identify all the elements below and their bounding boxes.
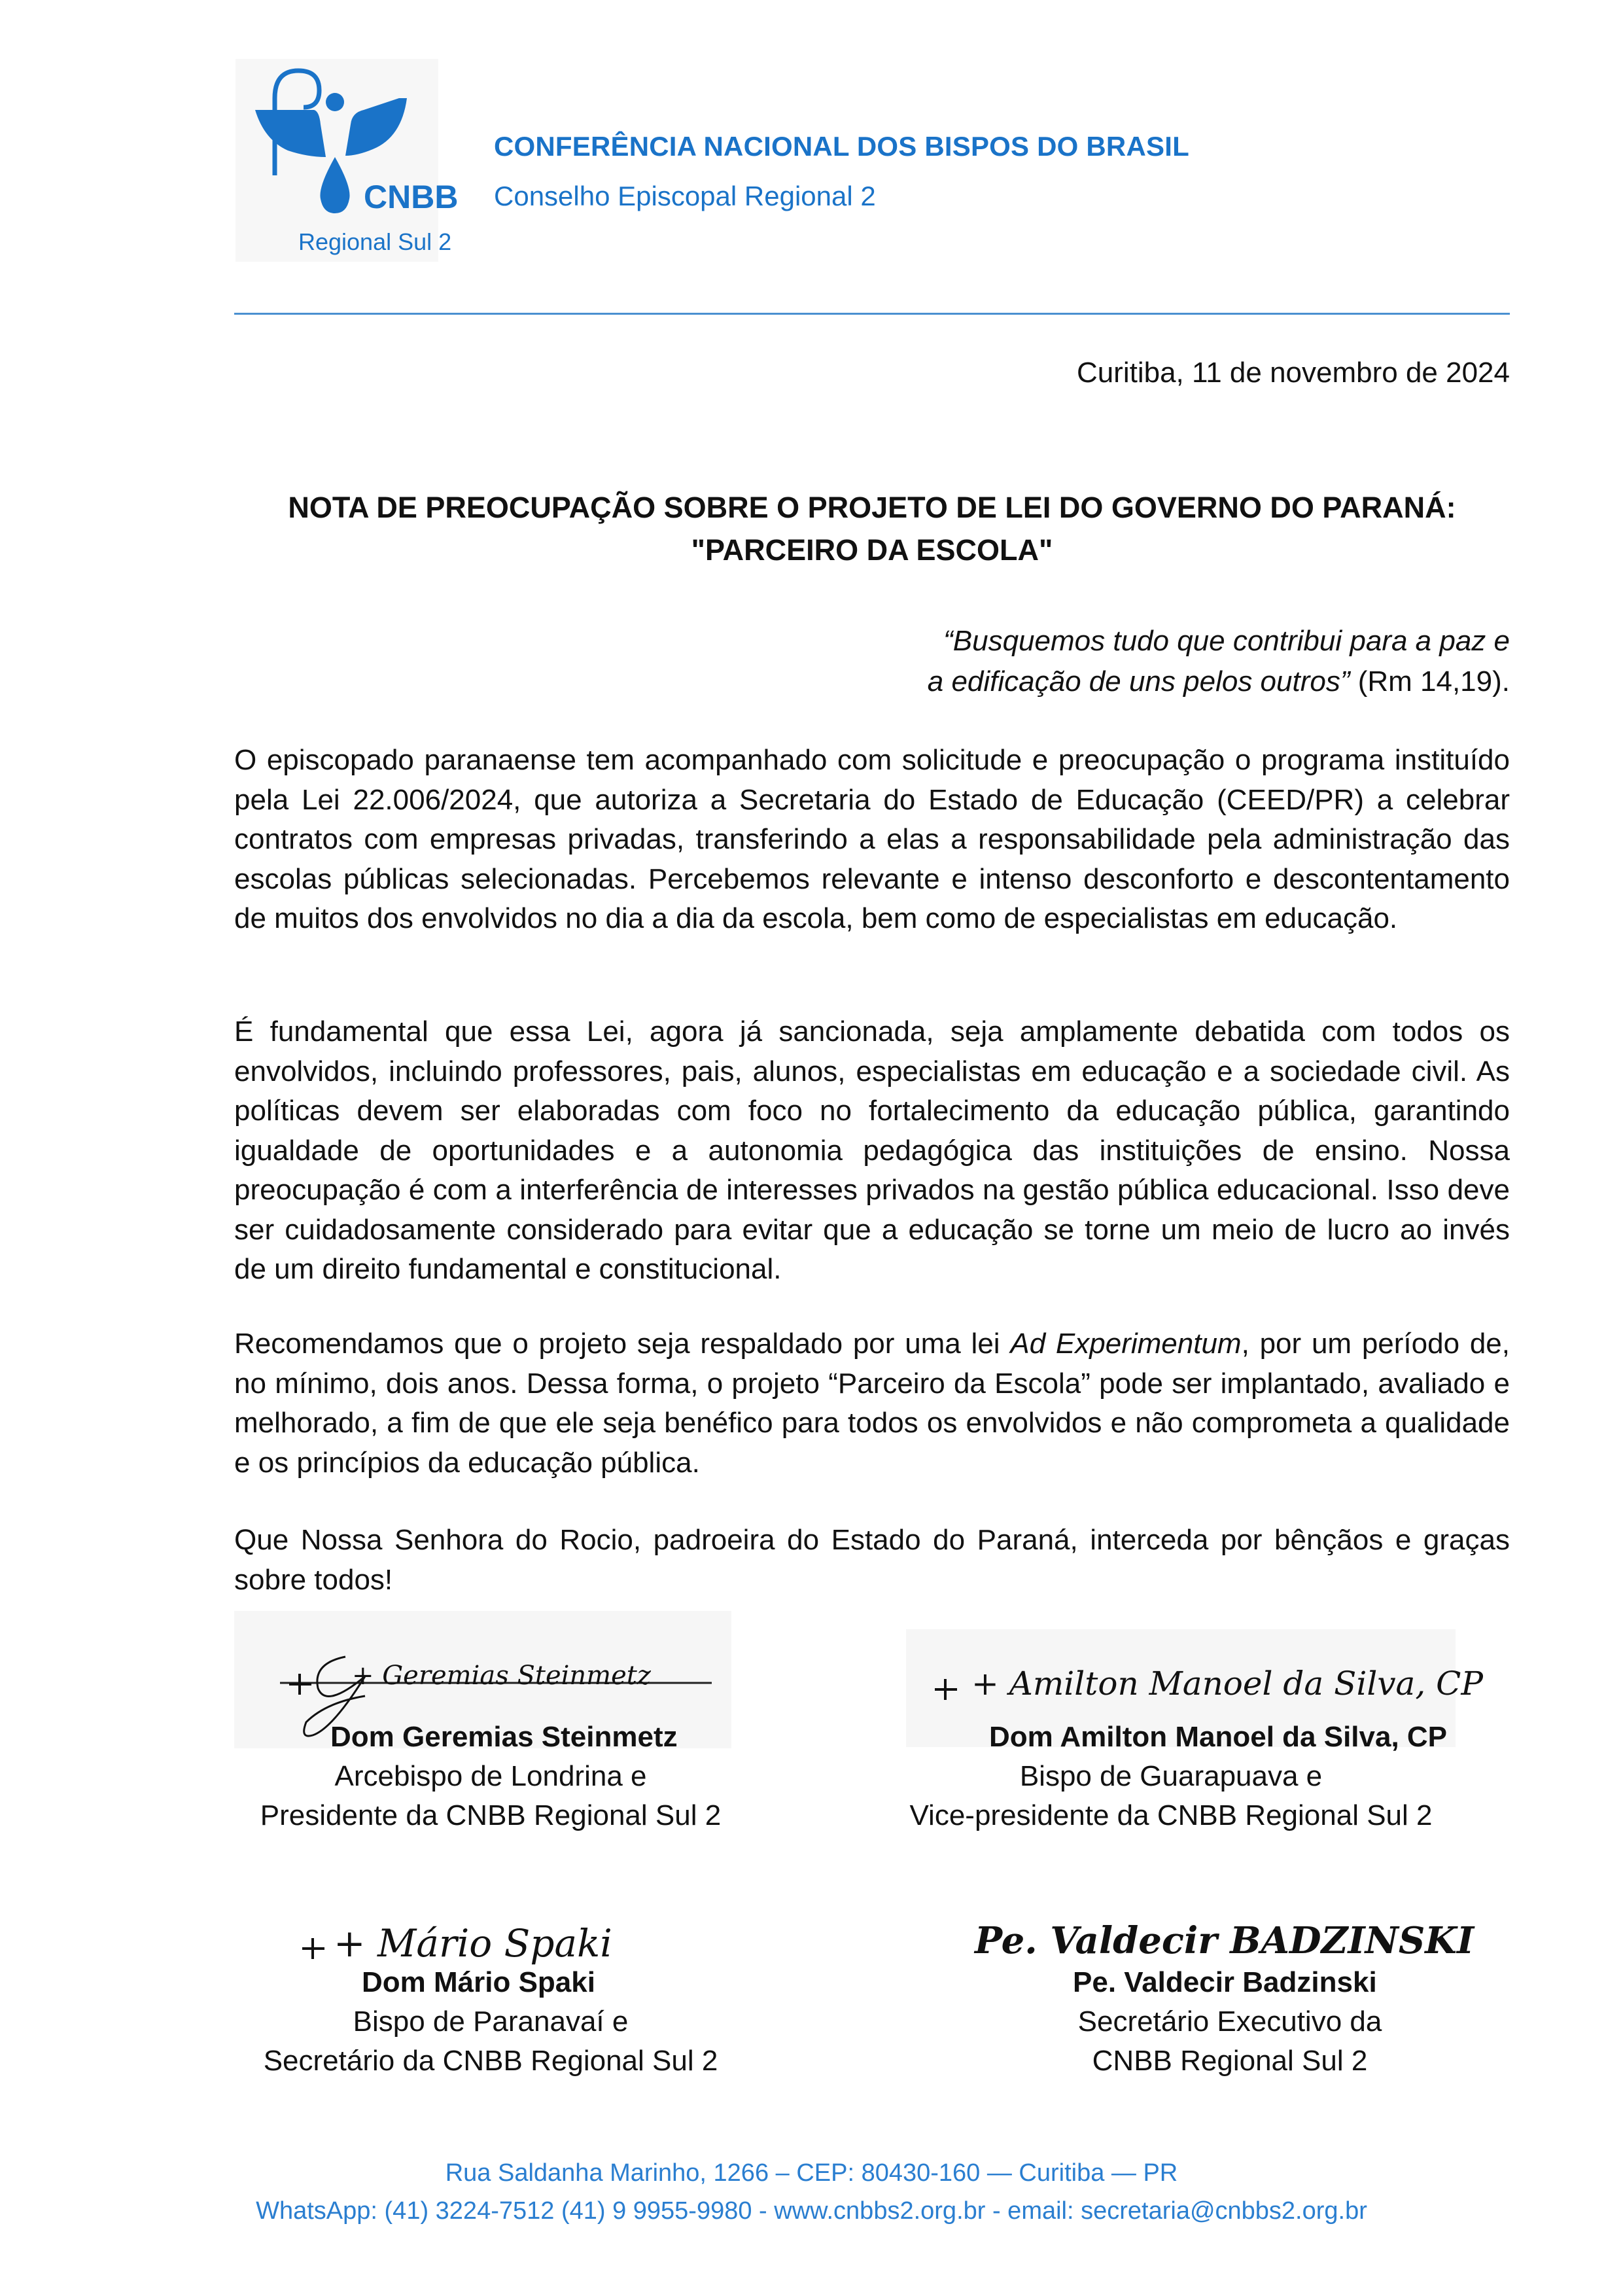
epigraph-quote: a edificação de uns pelos outros” bbox=[927, 665, 1350, 698]
handwriting-badzinski: Pe. Valdecir BADZINSKI bbox=[975, 1919, 1475, 1962]
signature-image-badzinski bbox=[968, 1901, 1475, 1973]
signer-role-4b: CNBB Regional Sul 2 bbox=[1092, 2045, 1368, 2077]
paragraph-3 bbox=[234, 1324, 1510, 1483]
logo-region-text: Regional Sul 2 bbox=[298, 228, 452, 255]
paragraph-3-latin: Ad Experimentum bbox=[1010, 1328, 1242, 1360]
paragraph-3-end: , por um período de, no mínimo, dois anos. Dessa forma, o projeto “Parceiro da Escola” pode ser implantado, avaliado e melhorado, a fim de que ele seja benéfico para todos os envolvidos e não comprometa a qualidade e os princípios da educação pública. bbox=[234, 1328, 1510, 1479]
organization-subtitle: Conselho Episcopal Regional 2 bbox=[494, 181, 876, 211]
handwriting-steinmetz: + Geremias Steinmetz bbox=[352, 1661, 651, 1691]
paragraph-3-start: Recomendamos que o projeto seja respaldado por uma lei bbox=[234, 1328, 1011, 1360]
signer-role-3a: Bispo de Paranavaí e bbox=[353, 2005, 629, 2038]
paragraph-4: Que Nossa Senhora do Rocio, padroeira do Estado do Paraná, interceda por bênçãos e graças sobre todos! bbox=[234, 1524, 1510, 1596]
signer-role-1b: Presidente da CNBB Regional Sul 2 bbox=[260, 1799, 722, 1831]
document-date: Curitiba, 11 de novembro de 2024 bbox=[1076, 357, 1510, 389]
epigraph-line1: “Busquemos tudo que contribui para a paz e bbox=[943, 625, 1510, 657]
cnbb-logo bbox=[236, 59, 459, 262]
logo-cnbb-text: CNBB bbox=[364, 179, 459, 215]
epigraph-reference: (Rm 14,19). bbox=[1350, 665, 1510, 698]
paragraph-1: O episcopado paranaense tem acompanhado com solicitude e preocupação o programa instituído pela Lei 22.006/2024, que autoriza a Secretaria do Estado de Educação (CEED/PR) a celebrar contratos com empresas privadas, transferindo a elas a responsabilidade pela administração das escolas públicas selecionadas. Percebemos relevante e intenso desconforto e descontentamento de muitos dos envolvidos no dia a dia da escola, bem como de especialistas em educação. bbox=[234, 744, 1510, 934]
footer-contacts: WhatsApp: (41) 3224-7512 (41) 9 9955-9980 - www.cnbbs2.org.br - email: secretaria@cnbbs2.org.br bbox=[256, 2197, 1367, 2225]
handwriting-silva: + Amilton Manoel da Silva, CP bbox=[971, 1665, 1484, 1703]
signer-name-3: Dom Mário Spaki bbox=[362, 1966, 595, 1998]
header-divider bbox=[234, 313, 1510, 315]
signer-name-1: Dom Geremias Steinmetz bbox=[330, 1721, 678, 1753]
signer-role-2b: Vice-presidente da CNBB Regional Sul 2 bbox=[909, 1799, 1433, 1831]
document-title-line2: "PARCEIRO DA ESCOLA" bbox=[691, 533, 1053, 567]
signer-role-1a: Arcebispo de Londrina e bbox=[334, 1760, 647, 1792]
organization-name: CONFERÊNCIA NACIONAL DOS BISPOS DO BRASIL bbox=[494, 131, 1189, 162]
handwriting-spaki: + Mário Spaki bbox=[334, 1921, 612, 1966]
footer-address: Rua Saldanha Marinho, 1266 – CEP: 80430-160 — Curitiba — PR bbox=[445, 2159, 1178, 2187]
signer-role-4a: Secretário Executivo da bbox=[1077, 2005, 1382, 2038]
signer-role-2a: Bispo de Guarapuava e bbox=[1019, 1760, 1323, 1792]
signer-role-3b: Secretário da CNBB Regional Sul 2 bbox=[263, 2045, 718, 2077]
paragraph-2: É fundamental que essa Lei, agora já sancionada, seja amplamente debatida com todos os envolvidos, incluindo professores, pais, alunos, especialistas em educação e a sociedade civil. As políticas devem ser elaboradas com foco no fortalecimento da educação pública, garantindo igualdade de oportunidades e a autonomia pedagógica das instituições de ensino. Nossa preocupação é com a interferência de interesses privados na gestão pública educacional. Isso deve ser cuidadosamente considerado para evitar que a educação se torne um meio de lucro ao invés de um direito fundamental e constitucional. bbox=[234, 1016, 1510, 1285]
signer-name-2: Dom Amilton Manoel da Silva, CP bbox=[989, 1721, 1448, 1753]
document-title-line1: NOTA DE PREOCUPAÇÃO SOBRE O PROJETO DE LEI DO GOVERNO DO PARANÁ: bbox=[288, 491, 1456, 524]
epigraph-line2 bbox=[725, 665, 1510, 698]
signer-name-4: Pe. Valdecir Badzinski bbox=[1073, 1966, 1377, 1998]
